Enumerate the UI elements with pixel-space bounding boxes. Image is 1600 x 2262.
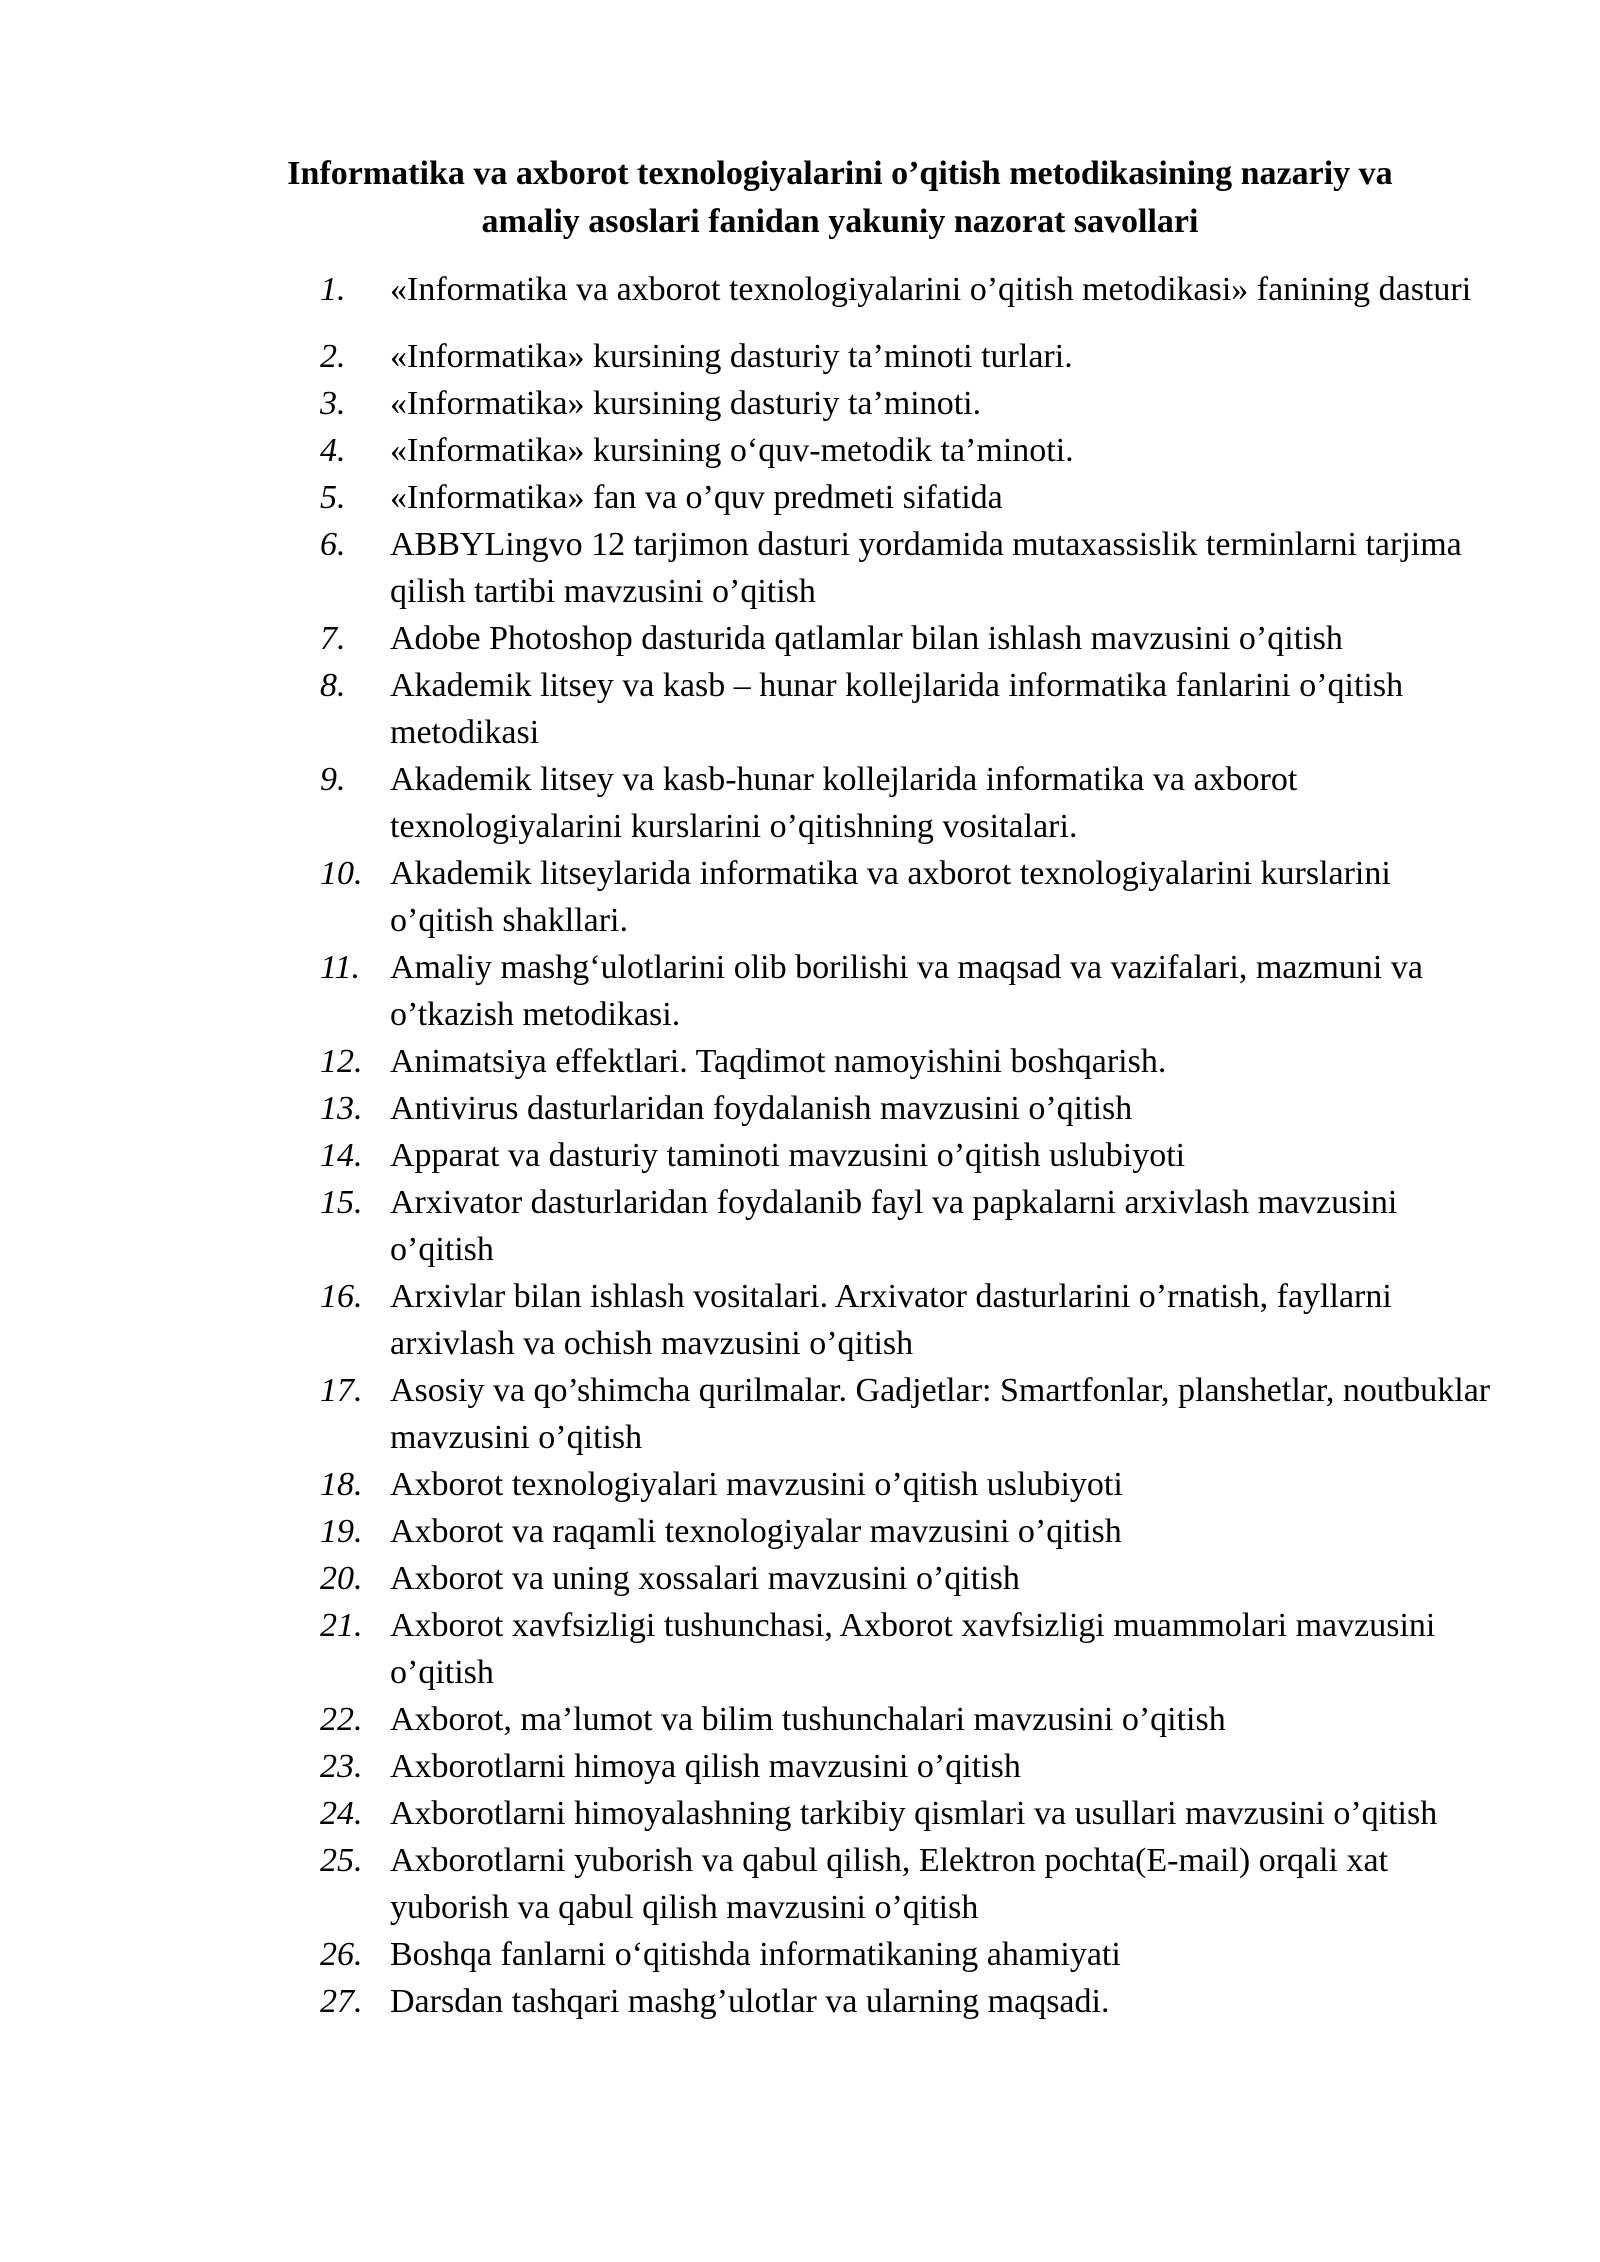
list-item-text: Axborot texnologiyalari mavzusini o’qitish uslubiyoti	[390, 1466, 1123, 1503]
list-item-text: Axborotlarni himoyalashning tarkibiy qismlari va usullari mavzusini o’qitish	[390, 1795, 1438, 1832]
list-item-number: 3.	[320, 385, 346, 422]
list-item-number: 19.	[320, 1513, 363, 1550]
list-item-number: 6.	[320, 526, 346, 563]
list-item-text: «Informatika» fan va o’quv predmeti sifatida	[390, 479, 1003, 516]
list-item-number: 21.	[320, 1607, 363, 1644]
list-item-number: 5.	[320, 479, 346, 516]
list-item	[320, 1931, 1500, 1978]
list-item-number: 16.	[320, 1278, 363, 1315]
list-item-number: 9.	[320, 761, 346, 798]
list-item-text: Boshqa fanlarni o‘qitishda informatikaning ahamiyati	[390, 1936, 1121, 1973]
list-item	[320, 266, 1500, 313]
list-item-number: 1.	[320, 271, 346, 308]
list-item-text: «Informatika» kursining dasturiy ta’minoti turlari.	[390, 338, 1073, 375]
list-item	[320, 1132, 1500, 1179]
list-item	[320, 1555, 1500, 1602]
list-item	[320, 1367, 1500, 1461]
list-item-text: Akademik litsey va kasb-hunar kollejlarida informatika va axborot texnologiyalarini kurslarini o’qitishning vositalari.	[390, 761, 1298, 845]
list-item-text: Asosiy va qo’shimcha qurilmalar. Gadjetlar: Smartfonlar, planshetlar, noutbuklar mavzusini o’qitish	[390, 1372, 1491, 1456]
list-item-text: «Informatika» kursining dasturiy ta’minoti.	[390, 385, 982, 422]
list-item	[320, 1461, 1500, 1508]
list-item-number: 22.	[320, 1701, 363, 1738]
list-item-number: 12.	[320, 1043, 363, 1080]
list-item-text: Darsdan tashqari mashg’ulotlar va ularning maqsadi.	[390, 1983, 1110, 2020]
list-item	[320, 615, 1500, 662]
list-item-number: 18.	[320, 1466, 363, 1503]
list-item-text: «Informatika va axborot texnologiyalarini o’qitish metodikasi» fanining dasturi	[390, 271, 1472, 308]
question-list	[320, 266, 1500, 2025]
list-item	[320, 380, 1500, 427]
list-item-number: 7.	[320, 620, 346, 657]
list-item-text: Animatsiya effektlari. Taqdimot namoyishini boshqarish.	[390, 1043, 1167, 1080]
list-item-text: Axborot xavfsizligi tushunchasi, Axborot xavfsizligi muammolari mavzusini o’qitish	[390, 1607, 1436, 1691]
list-item-text: Axborot va uning xossalari mavzusini o’qitish	[390, 1560, 1020, 1597]
list-item-text: Axborotlarni yuborish va qabul qilish, Elektron pochta(E-mail) orqali xat yuborish va qabul qilish mavzusini o’qitish	[390, 1842, 1389, 1926]
list-item	[320, 1179, 1500, 1273]
list-item-number: 15.	[320, 1184, 363, 1221]
list-item-number: 4.	[320, 432, 346, 469]
list-item-text: «Informatika» kursining o‘quv-metodik ta’minoti.	[390, 432, 1074, 469]
list-item	[320, 850, 1500, 944]
list-item-number: 10.	[320, 855, 363, 892]
list-item	[320, 944, 1500, 1038]
list-item-number: 25.	[320, 1842, 363, 1879]
list-item-text: Adobe Photoshop dasturida qatlamlar bilan ishlash mavzusini o’qitish	[390, 620, 1343, 657]
list-item	[320, 1978, 1500, 2025]
list-item-text: Axborot, ma’lumot va bilim tushunchalari mavzusini o’qitish	[390, 1701, 1226, 1738]
list-item-text: ABBYLingvo 12 tarjimon dasturi yordamida mutaxassislik terminlarni tarjima qilish tartibi mavzusini o’qitish	[390, 526, 1462, 610]
list-item	[320, 427, 1500, 474]
list-item-number: 14.	[320, 1137, 363, 1174]
list-item-number: 8.	[320, 667, 346, 704]
list-item	[320, 521, 1500, 615]
title-line-1: Informatika va axborot texnologiyalarini o’qitish metodikasining nazariy va	[287, 155, 1393, 192]
list-item	[320, 1508, 1500, 1555]
list-item	[320, 662, 1500, 756]
list-item-text: Antivirus dasturlaridan foydalanish mavzusini o’qitish	[390, 1090, 1133, 1127]
list-item	[320, 1696, 1500, 1743]
document-title	[200, 150, 1480, 246]
list-item	[320, 1743, 1500, 1790]
list-item	[320, 474, 1500, 521]
list-item-number: 17.	[320, 1372, 363, 1409]
list-item-text: Akademik litsey va kasb – hunar kollejlarida informatika fanlarini o’qitish metodikasi	[390, 667, 1404, 751]
list-item-number: 11.	[320, 949, 360, 986]
list-item-number: 24.	[320, 1795, 363, 1832]
list-item-number: 26.	[320, 1936, 363, 1973]
list-item	[320, 1602, 1500, 1696]
list-item-number: 23.	[320, 1748, 363, 1785]
list-item	[320, 1038, 1500, 1085]
list-item-number: 27.	[320, 1983, 363, 2020]
list-item-text: Axborot va raqamli texnologiyalar mavzusini o’qitish	[390, 1513, 1122, 1550]
title-line-2: amaliy asoslari fanidan yakuniy nazorat savollari	[481, 203, 1199, 240]
list-item-text: Arxivator dasturlaridan foydalanib fayl va papkalarni arxivlash mavzusini o’qitish	[390, 1184, 1398, 1268]
list-item	[320, 1273, 1500, 1367]
list-item	[320, 1837, 1500, 1931]
list-item-text: Akademik litseylarida informatika va axborot texnologiyalarini kurslarini o’qitish shakllari.	[390, 855, 1391, 939]
list-item	[320, 333, 1500, 380]
list-item-text: Apparat va dasturiy taminoti mavzusini o’qitish uslubiyoti	[390, 1137, 1186, 1174]
list-item-number: 20.	[320, 1560, 363, 1597]
list-item	[320, 1790, 1500, 1837]
list-item-number: 13.	[320, 1090, 363, 1127]
list-item-text: Axborotlarni himoya qilish mavzusini o’qitish	[390, 1748, 1021, 1785]
list-item-text: Arxivlar bilan ishlash vositalari. Arxivator dasturlarini o’rnatish, fayllarni arxivlash va ochish mavzusini o’qitish	[390, 1278, 1392, 1362]
list-item-number: 2.	[320, 338, 346, 375]
list-item	[320, 756, 1500, 850]
list-item-text: Amaliy mashg‘ulotlarini olib borilishi va maqsad va vazifalari, mazmuni va o’tkazish metodikasi.	[390, 949, 1423, 1033]
list-item	[320, 1085, 1500, 1132]
